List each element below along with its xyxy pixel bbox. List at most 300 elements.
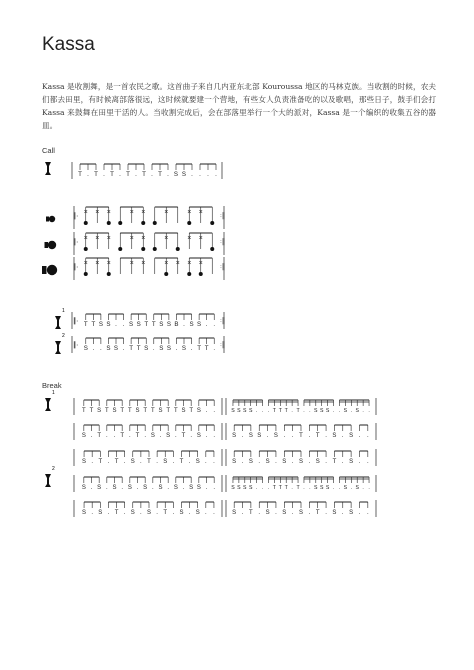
break-row-1-left-note: S [196,408,201,414]
kenkeni-bell-hit: × [106,209,111,216]
break-row-3-left-note: . [140,459,142,465]
break-row-2-left-note: . [113,433,116,439]
break-row-5-right-note: . [358,510,361,516]
break-row-5-left-note: . [123,510,126,516]
break-row-3-right-note: S [349,459,354,465]
accomp-djembe-1-note: . [213,321,216,328]
break-row-1-right-note: . [362,408,364,414]
sangban-repeat-end: 𝄇 [219,237,225,247]
break-row-3-right-note: . [258,459,261,465]
break-row-3-left-note: T [147,459,151,465]
break-row-4-right-note: . [303,485,305,491]
accomp-djembe-2-note: . [152,345,155,352]
break-row-2-left-note: T [181,433,186,439]
break-row-1-left-note: T [143,408,148,414]
break-row-1-right-note: . [255,408,258,414]
kenkeni-icon [46,216,55,222]
break-row-1-right-note: T [272,408,276,414]
break-row-1-right-note: . [338,408,341,414]
break-row-3-right-note: S [248,459,253,465]
break-row-4-left-note: . [136,485,139,491]
kenkeni-drum-hit [153,221,157,225]
accomp-djembe-1-repeat-end: 𝄇 [219,316,225,326]
break-row-2-right-note: S [349,433,354,439]
break-row-5-left-note: S [82,510,87,516]
break-row-1-right-note: S [237,408,241,414]
break-row-2-right-note: . [283,433,286,439]
kenkeni-drum-hit [118,221,122,225]
break-row-4-right-note: S [314,485,318,491]
break-row-1-right-note: S [314,408,318,414]
accomp-djembe-2-note: . [213,345,216,352]
break-row-3-right-note: S [232,459,237,465]
accomp-djembe-2-note: S [83,345,88,352]
break-row-1-right-note: . [368,408,370,414]
break-row-5-left-note: . [140,510,142,516]
break-row-4-left-note: . [167,485,170,491]
break-row-5-right-note: . [241,510,244,516]
break-row-4-right-note: T [284,485,288,491]
break-row-3-right-note: S [265,459,270,465]
break-row-3-left-note: S [163,459,168,465]
dundunba-bell-hit: × [129,260,134,267]
break-row-5-left-note: T [163,510,168,516]
accomp-djembe-1-note: S [197,321,202,328]
page-title: Kassa [42,34,95,55]
break-row-1-left-note: S [135,408,140,414]
sangban-drum-hit [176,247,180,251]
break-row-4-right-note: S [248,485,253,491]
break-row-2-left-note: . [90,433,93,439]
accomp-djembe-2-note: S [106,345,111,352]
break-row-4-left-note: . [151,485,154,491]
break-row-5-right-note: S [232,510,237,516]
break-row-4-right-note: S [325,485,330,491]
break-row-2-left-note: . [144,433,147,439]
break-row-1-right-note: S [243,408,247,414]
accomp-djembe-2-note: . [122,345,125,352]
djembe-icon [45,162,51,175]
call-djembe-note: . [191,171,193,178]
voice-number-1: 1 [62,308,65,314]
break-row-5-left-note: . [172,510,175,516]
break-row-5-left-note: T [114,510,119,516]
sangban-bell-hit: × [95,235,100,242]
break-row-1-right-note: . [291,408,293,414]
break-row-1-right-note: S [248,408,253,414]
break-row-5-left-note: . [107,510,110,516]
break-voice-number-2: 2 [52,466,55,472]
section-label-call: Call [42,146,55,155]
kenkeni-repeat-start: 𝄆 [73,211,79,221]
break-row-2-right-note: . [325,433,327,439]
dundunba-bell-hit: × [187,260,192,267]
kenkeni-drum-hit [107,221,111,225]
break-row-1-right-note: . [267,408,270,414]
break-row-3-right-note: . [241,459,244,465]
kenkeni-bell-hit: × [95,209,100,216]
call-djembe-note: T [78,171,82,178]
sangban-bell-hit: × [129,235,134,242]
break-row-3-right-note: . [358,459,361,465]
sangban-bell-hit: × [83,235,88,242]
sangban-bell-hit: × [198,235,203,242]
break-row-4-right-note: . [350,485,353,491]
sangban-drum-hit [210,247,214,251]
dundunba-drum-hit [199,272,203,276]
accomp-djembe-1-note: T [83,321,88,328]
break-row-2-left-note: . [105,433,108,439]
accomp-djembe-1-note: S [159,321,164,328]
kenkeni-bell-hit: × [198,209,203,216]
kenkeni-bell-hit: × [129,209,134,216]
accomp-djembe-1-note: S [166,321,171,328]
dundunba-repeat-start: 𝄆 [73,262,79,272]
break-row-3-right-note: . [275,459,277,465]
break-row-1-left-note: T [166,408,171,414]
kenkeni-bell-hit: × [141,209,146,216]
break-row-2-left-note: S [166,433,171,439]
break-row-2-right-note: S [248,433,253,439]
sangban-bell-hit: × [141,235,146,242]
break-row-2-left-note: . [159,433,162,439]
accomp-djembe-2-note: T [197,345,202,352]
break-row-2-right-note: . [291,433,294,439]
dundunba-drum-hit [164,272,168,276]
accomp-djembe-1-note: T [151,321,156,328]
break-row-5-right-note: S [332,510,337,516]
break-row-5-left-note: S [98,510,103,516]
break-row-5-left-note: . [188,510,191,516]
break-row-3-right-note: S [315,459,320,465]
break-row-3-left-note: . [188,459,191,465]
sangban-icon [45,241,57,249]
call-djembe-note: . [119,171,121,178]
break-row-5-right-note: . [291,510,294,516]
break-row-2-left-note: T [97,433,102,439]
call-djembe-note: . [215,171,217,178]
break-row-5-right-note: . [308,510,311,516]
call-djembe-note: T [110,171,114,178]
break-row-1-right-note: . [309,408,311,414]
break-row-2-right-note: S [232,433,237,439]
kenkeni-drum-hit [141,221,145,225]
break-row-3-right-note: . [341,459,344,465]
break-djembe-1-icon [45,398,51,411]
kenkeni-bell-hit: × [83,209,88,216]
kenkeni-bell-hit: × [164,209,169,216]
break-row-4-left-note: S [158,485,163,491]
break-row-5-right-note: T [249,510,253,516]
accomp-djembe-1-note: S [106,321,111,328]
accomp-djembe-1-note: T [91,321,96,328]
break-row-5-right-note: . [258,510,261,516]
break-row-1-right-note: S [343,408,348,414]
break-row-5-right-note: . [341,510,344,516]
accomp-djembe-2-note: . [175,345,178,352]
break-row-1-left-note: T [189,408,194,414]
dundunba-bell-hit: × [198,260,203,267]
break-row-4-left-note: . [205,485,208,491]
break-row-4-left-note: S [81,485,86,491]
break-row-4-left-note: S [97,485,102,491]
call-djembe-note: T [142,171,146,178]
break-row-5-right-note: . [325,510,327,516]
break-row-4-right-note: T [278,485,282,491]
accomp-djembe-1-repeat-start: 𝄆 [73,316,79,326]
break-row-4-right-note: S [237,485,241,491]
break-row-4-right-note: S [319,485,324,491]
break-row-2-right-note: . [366,433,369,439]
call-djembe-note: . [151,171,153,178]
break-row-5-right-note: . [366,510,369,516]
accomp-djembe-1-note: S [136,321,141,328]
call-djembe-note: . [207,171,209,178]
break-row-5-left-note: S [179,510,184,516]
break-row-1-left-note: T [104,408,109,414]
break-row-4-right-note: . [255,485,258,491]
break-row-4-right-note: S [343,485,348,491]
break-row-5-right-note: S [349,510,354,516]
kenkeni-drum-hit [84,221,88,225]
break-row-4-right-note: . [362,485,364,491]
call-djembe-note: . [135,171,137,178]
sangban-drum-hit [141,247,145,251]
break-row-4-left-note: . [213,485,216,491]
break-row-5-right-note: S [298,510,304,516]
break-row-1-right-note: S [231,408,235,414]
djembe-2-icon [55,341,61,354]
dundunba-bell-hit: × [95,260,100,267]
dundunba-bell-hit: × [83,260,88,267]
break-row-4-left-note: . [90,485,93,491]
kenkeni-bell-hit: × [187,209,192,216]
break-row-5-right-note: . [275,510,277,516]
accomp-djembe-1-note: S [189,321,194,328]
call-djembe-note: T [126,171,130,178]
break-row-3-left-note: . [107,459,110,465]
accomp-djembe-2-note: . [92,345,95,352]
break-row-5-left-note: . [204,510,207,516]
break-row-4-right-note: S [355,485,359,491]
accomp-djembe-1-note: S [98,321,103,328]
break-row-2-left-note: . [205,433,208,439]
dundunba-bell-hit: × [164,260,169,267]
dundunba-bell-hit: × [175,260,180,267]
break-row-5-left-note: S [195,510,200,516]
break-row-2-right-note: T [299,433,303,439]
break-row-3-right-note: . [308,459,311,465]
section-label-break: Break [42,381,62,390]
break-row-4-right-note: . [309,485,311,491]
break-row-2-left-note: S [150,433,155,439]
break-row-1-left-note: . [205,408,208,414]
call-djembe-note: . [167,171,169,178]
break-row-4-right-note: . [261,485,264,491]
sangban-drum-hit [153,247,157,251]
break-row-4-right-note: . [267,485,270,491]
break-row-2-left-note: S [81,433,86,439]
break-row-1-right-note: S [355,408,359,414]
break-row-4-left-note: S [196,485,201,491]
djembe-1-icon [55,316,61,329]
break-row-4-right-note: T [272,485,276,491]
break-row-1-right-note: . [332,408,335,414]
sangban-bell-hit: × [187,235,192,242]
accomp-djembe-2-note: S [159,345,164,352]
break-row-2-right-note: . [266,433,269,439]
accomp-djembe-1-note: . [115,321,117,328]
kenkeni-drum-hit [187,221,191,225]
break-row-3-right-note: . [325,459,327,465]
break-row-1-left-note: T [173,408,178,414]
break-row-4-right-note: . [291,485,293,491]
break-row-5-right-note: S [265,510,270,516]
break-row-2-left-note: S [196,433,201,439]
sangban-bell-hit: × [164,235,169,242]
break-row-2-right-note: S [332,433,337,439]
break-row-3-right-note: T [332,459,337,465]
break-row-2-right-note: . [358,433,361,439]
break-row-5-left-note: S [130,510,135,516]
dundunba-drum-hit [84,272,88,276]
break-row-2-left-note: . [174,433,177,439]
break-row-4-left-note: S [112,485,117,491]
break-row-4-right-note: T [296,485,300,491]
break-row-1-left-note: T [127,408,132,414]
break-row-4-left-note: . [182,485,185,491]
break-row-3-left-note: . [156,459,158,465]
break-row-1-left-note: T [89,408,94,414]
accomp-djembe-1-note: B [174,321,179,328]
break-row-2-left-note: . [128,433,131,439]
break-row-1-left-note: S [181,408,186,414]
break-row-2-right-note: . [341,433,344,439]
break-row-4-left-note: S [143,485,148,491]
sangban-bell-hit: × [106,235,111,242]
dundunba-icon [42,265,57,275]
break-row-5-right-note: T [315,510,320,516]
break-row-3-left-note: S [130,459,135,465]
voice-number-2: 2 [62,333,65,339]
accomp-djembe-1-note: S [129,321,134,328]
break-row-1-left-note: T [81,408,86,414]
accomp-djembe-1-note: . [205,321,208,328]
break-row-5-left-note: S [146,510,152,516]
call-djembe-note: T [94,171,98,178]
call-djembe-note: . [199,171,201,178]
break-row-4-left-note: . [121,485,124,491]
break-row-1-right-note: . [303,408,305,414]
break-row-3-right-note: S [282,459,287,465]
break-row-3-left-note: T [98,459,103,465]
break-row-4-right-note: S [231,485,235,491]
break-row-3-left-note: . [91,459,94,465]
accomp-djembe-1-note: T [144,321,149,328]
break-row-3-right-note: . [366,459,369,465]
dundunba-bell-hit: × [141,260,146,267]
accomp-djembe-2-note: S [181,345,187,352]
dundunba-drum-hit [187,272,191,276]
dundunba-bell-hit: × [106,260,111,267]
break-row-2-right-note: . [308,433,311,439]
accomp-djembe-1-note: . [183,321,185,328]
break-row-2-left-note: T [120,433,125,439]
break-row-3-right-note: S [298,459,304,465]
accomp-djembe-2-note: S [166,345,171,352]
break-voice-number-1: 1 [52,390,55,396]
accomp-djembe-2-note: S [113,345,119,352]
break-row-1-right-note: . [350,408,353,414]
accomp-djembe-2-note: . [100,345,102,352]
accomp-djembe-2-note: . [190,345,193,352]
break-row-3-right-note: . [291,459,294,465]
break-row-2-right-note: . [241,433,244,439]
break-row-1-right-note: T [296,408,300,414]
break-row-4-right-note: . [368,485,370,491]
break-row-5-left-note: . [213,510,215,516]
break-row-4-left-note: . [105,485,108,491]
call-djembe-note: . [103,171,105,178]
kenkeni-drum-hit [210,221,214,225]
call-djembe-note: . [87,171,89,178]
break-row-4-right-note: . [338,485,341,491]
break-row-1-left-note: T [120,408,125,414]
break-row-2-left-note: . [190,433,193,439]
break-row-1-right-note: T [278,408,282,414]
break-row-1-right-note: . [261,408,264,414]
accomp-djembe-1-note: . [122,321,125,328]
call-djembe-note: T [158,171,162,178]
break-row-4-left-note: S [173,485,178,491]
dundunba-repeat-end: 𝄇 [219,262,225,272]
description-paragraph: Kassa 是收割舞，是一首农民之歌。这首曲子来自几内亚东北部 Kouroussa 地区的马林克族。当收割的时候，农夫们都去田里，有时候离部落很远，这时候就要建一个营地，有些女人负责准备吃的以及歌唱，那些日子，鼓手们会打 Kassa 来鼓舞在田里干活的人。当收割完成后，会在部落里举行一个大的派对，Kassa 是一个编织的收集五谷的器皿。 [42,82,436,130]
break-row-1-left-note: T [150,408,155,414]
break-row-1-left-note: . [213,408,216,414]
break-row-5-left-note: . [91,510,94,516]
accomp-djembe-2-note: T [129,345,134,352]
break-row-3-left-note: T [179,459,184,465]
accomp-djembe-2-note: T [204,345,209,352]
break-row-2-right-note: S [273,433,278,439]
call-djembe-note: S [181,171,187,178]
break-row-3-left-note: T [114,459,119,465]
break-row-4-right-note: . [332,485,335,491]
accomp-djembe-2-repeat-start: 𝄆 [73,340,79,350]
break-row-1-left-note: S [97,408,102,414]
break-row-2-right-note: S [257,433,262,439]
break-row-3-left-note: . [172,459,175,465]
break-row-5-left-note: . [156,510,158,516]
accomp-djembe-2-note: S [144,345,149,352]
break-row-2-left-note: . [213,433,216,439]
break-row-3-left-note: S [195,459,200,465]
break-row-3-left-note: S [82,459,87,465]
accomp-djembe-2-repeat-end: 𝄇 [219,340,225,350]
kenkeni-repeat-end: 𝄇 [219,211,225,221]
break-row-3-left-note: . [213,459,215,465]
sangban-drum-hit [118,247,122,251]
break-row-4-left-note: S [127,485,132,491]
break-row-3-left-note: . [204,459,207,465]
sangban-repeat-start: 𝄆 [73,237,79,247]
break-row-1-right-note: T [284,408,288,414]
break-row-4-left-note: S [189,485,194,491]
break-row-2-right-note: T [315,433,320,439]
break-row-5-right-note: S [282,510,287,516]
sangban-drum-hit [84,247,88,251]
break-djembe-2-icon [45,474,51,487]
